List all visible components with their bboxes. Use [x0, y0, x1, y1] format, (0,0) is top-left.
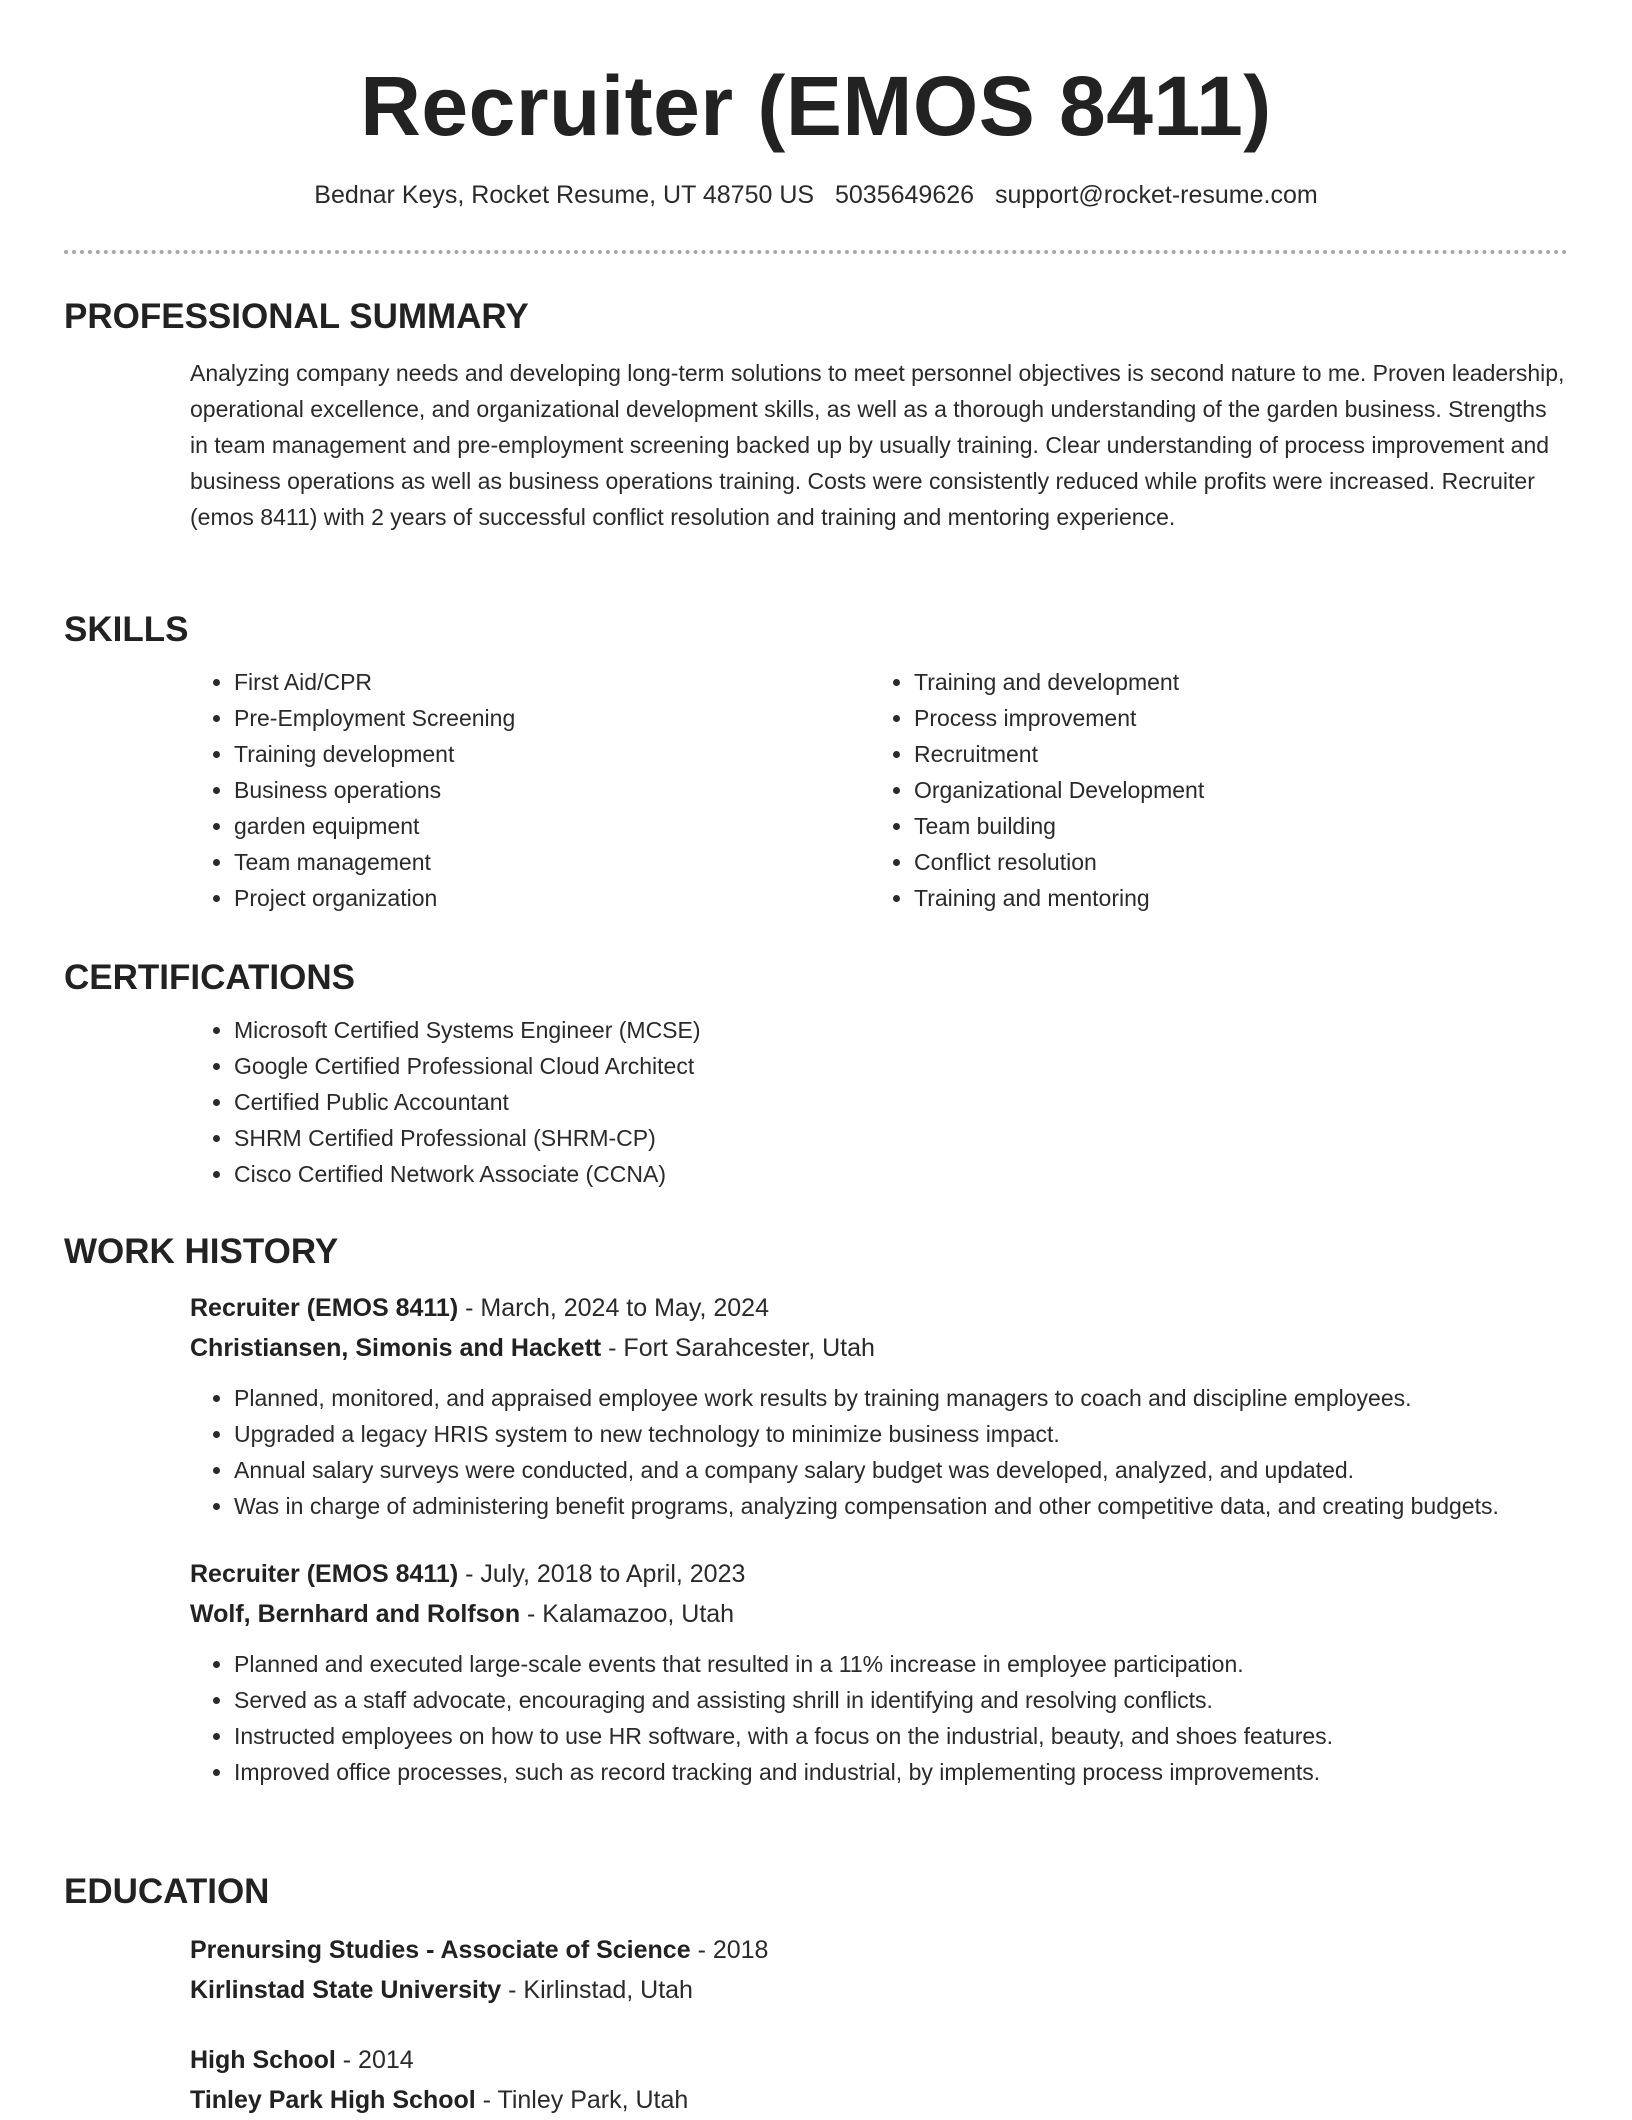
job-company-line — [190, 1594, 1568, 1634]
skills-section — [64, 608, 1568, 916]
job-company-line — [190, 1328, 1568, 1368]
certification-item: • Microsoft Certified Systems Engineer (MCSE) — [234, 1012, 1568, 1048]
job-bullet: • Was in charge of administering benefit programs, analyzing compensation and other competitive data, and creating budgets. — [234, 1488, 1568, 1524]
skill-item: • First Aid/CPR — [234, 664, 870, 700]
skills-title: SKILLS — [64, 610, 189, 649]
contact-address: Bednar Keys, Rocket Resume, UT 48750 US — [314, 181, 815, 209]
education-year: - 2014 — [335, 2046, 414, 2074]
skill-item: • Conflict resolution — [914, 844, 1550, 880]
job-entry — [190, 1288, 1568, 1524]
job-bullet: • Annual salary surveys were conducted, and a company salary budget was developed, analyzed, and updated. — [234, 1452, 1568, 1488]
job-role: Recruiter (EMOS 8411) — [190, 1560, 459, 1588]
certifications-list-wrap — [190, 1012, 1568, 1192]
skill-item: • Recruitment — [914, 736, 1550, 772]
contact-phone: 5035649626 — [835, 181, 975, 209]
education-school: Tinley Park High School — [190, 2086, 476, 2114]
education-school: Kirlinstad State University — [190, 1976, 502, 2004]
contact-email: support@rocket-resume.com — [995, 181, 1318, 209]
job-role: Recruiter (EMOS 8411) — [190, 1294, 459, 1322]
job-title-line — [190, 1288, 1568, 1328]
education-title: EDUCATION — [64, 1872, 270, 1911]
certification-item: • Google Certified Professional Cloud Architect — [234, 1048, 1568, 1084]
contact-line — [64, 178, 1568, 212]
education-location: - Kirlinstad, Utah — [501, 1976, 693, 2004]
job-entry — [190, 1554, 1568, 1790]
resume-name: Recruiter (EMOS 8411) — [360, 59, 1272, 153]
education-entry — [190, 2040, 1568, 2120]
education-location: - Tinley Park, Utah — [475, 2086, 689, 2114]
skill-item: • Project organization — [234, 880, 870, 916]
education-school-line — [190, 2080, 1568, 2120]
job-bullet: • Upgraded a legacy HRIS system to new technology to minimize business impact. — [234, 1416, 1568, 1452]
job-dates: - July, 2018 to April, 2023 — [458, 1560, 746, 1588]
header-divider — [64, 250, 1568, 254]
job-title-line — [190, 1554, 1568, 1594]
education-degree-line — [190, 1930, 1568, 1970]
job-bullet: • Improved office processes, such as record tracking and industrial, by implementing process improvements. — [234, 1754, 1568, 1790]
skill-item: • Team building — [914, 808, 1550, 844]
education-school-line — [190, 1970, 1568, 2010]
skill-item: • Training and mentoring — [914, 880, 1550, 916]
job-location: - Kalamazoo, Utah — [520, 1600, 735, 1628]
summary-title: PROFESSIONAL SUMMARY — [64, 297, 529, 336]
job-dates: - March, 2024 to May, 2024 — [458, 1294, 769, 1322]
skill-item: • Organizational Development — [914, 772, 1550, 808]
job-company: Wolf, Bernhard and Rolfson — [190, 1600, 521, 1628]
certifications-title: CERTIFICATIONS — [64, 958, 356, 997]
job-location: - Fort Sarahcester, Utah — [601, 1334, 875, 1362]
education-year: - 2018 — [690, 1936, 769, 1964]
skill-item: • Training and development — [914, 664, 1550, 700]
certification-item: • Cisco Certified Network Associate (CCNA) — [234, 1156, 1568, 1192]
certifications-section — [64, 956, 1568, 1192]
resume-page — [64, 0, 1568, 2114]
work-history-section — [64, 1230, 1568, 1790]
job-bullet: • Served as a staff advocate, encouraging and assisting shrill in identifying and resolving conflicts. — [234, 1682, 1568, 1718]
education-entry — [190, 1930, 1568, 2010]
certification-item: • SHRM Certified Professional (SHRM-CP) — [234, 1120, 1568, 1156]
education-degree: Prenursing Studies - Associate of Science — [190, 1936, 691, 1964]
skill-item: • Pre-Employment Screening — [234, 700, 870, 736]
summary-section — [64, 295, 1568, 535]
skills-column-left — [190, 664, 870, 916]
work-history-title: WORK HISTORY — [64, 1232, 339, 1271]
skill-item: • garden equipment — [234, 808, 870, 844]
skill-item: • Team management — [234, 844, 870, 880]
skills-column-right — [870, 664, 1550, 916]
education-degree: High School — [190, 2046, 336, 2074]
certification-item: • Certified Public Accountant — [234, 1084, 1568, 1120]
summary-text: Analyzing company needs and developing long-term solutions to meet personnel objectives is second nature to me. Proven leadership, operational excellence, and organizational development skills, as well as a thorough understanding of the garden business. Strengths in team management and pre-employment screening backed up by usually training. Clear understanding of process improvement and business operations as well as business operations training. Costs were consistently reduced while profits were increased. Recruiter (emos 8411) with 2 years of successful conflict resolution and training and mentoring experience. — [190, 360, 1565, 530]
job-bullet: • Planned, monitored, and appraised employee work results by training managers to coach and discipline employees. — [234, 1380, 1568, 1416]
education-degree-line — [190, 2040, 1568, 2080]
skill-item: • Process improvement — [914, 700, 1550, 736]
skill-item: • Training development — [234, 736, 870, 772]
job-bullet: • Instructed employees on how to use HR software, with a focus on the industrial, beauty, and shoes features. — [234, 1718, 1568, 1754]
job-bullet: • Planned and executed large-scale events that resulted in a 11% increase in employee participation. — [234, 1646, 1568, 1682]
job-company: Christiansen, Simonis and Hackett — [190, 1334, 602, 1362]
skills-grid — [190, 664, 1568, 916]
skill-item: • Business operations — [234, 772, 870, 808]
education-section — [64, 1870, 1568, 2120]
